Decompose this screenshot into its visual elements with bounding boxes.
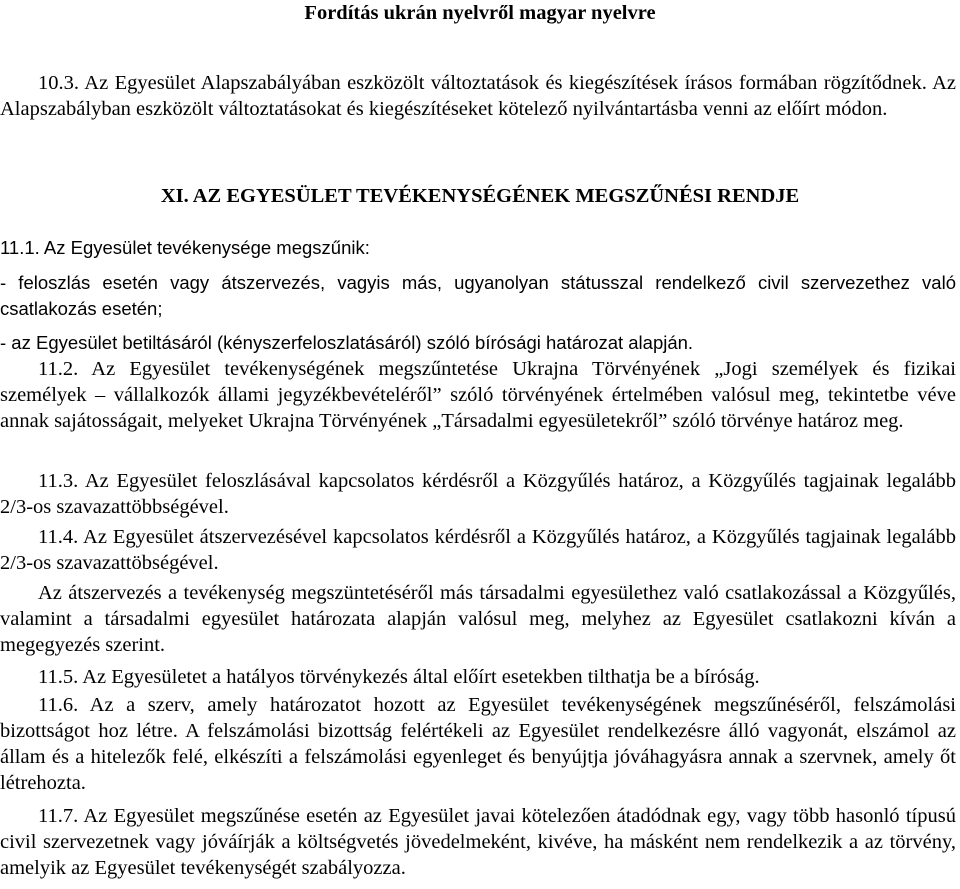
list-item [0, 330, 956, 356]
list-item-text: - feloszlás esetén vagy átszervezés, vagyis más, ugyanolyan státusszal rendelkező civil szervezethez való csatlakozás esetén; [0, 272, 956, 319]
paragraph-11-5 [0, 664, 956, 690]
paragraph-text: Az Egyesület Alapszabályában eszközölt változtatások és kiegészítések írásos formában rögzítődnek. Az Alapszabályban eszközölt változtatásokat és kiegészítéseket kötelező nyilvántartásba venni az előírt módon. [0, 72, 956, 120]
page-header [0, 0, 960, 26]
chapter-title [0, 183, 960, 209]
section-number: 11.5. [38, 666, 79, 688]
paragraph-11-2 [0, 356, 956, 434]
paragraph-11-3 [0, 468, 956, 520]
list-item-text: - az Egyesület betiltásáról (kényszerfeloszlatásáról) szóló bírósági határozat alapján. [0, 332, 694, 353]
section-number: 11.6. [38, 694, 79, 716]
paragraph-text: Az Egyesület tevékenységének megszűntetése Ukrajna Törvényének „Jogi személyek és fizikai személyek – vállalkozók állami jegyzékbevételéről” szóló törvényének értelmében valósul meg, tekintetbe véve annak sajátosságait, melyeket Ukrajna Törvényének „Társadalmi egyesületekről” szóló törvénye határoz meg. [0, 358, 956, 432]
section-number: 10.3. [38, 72, 79, 94]
chapter-title-text: XI. AZ EGYESÜLET TEVÉKENYSÉGÉNEK MEGSZŰNÉSI RENDJE [160, 185, 800, 207]
paragraph-11-7 [0, 803, 956, 881]
paragraph-10-3 [0, 70, 956, 122]
section-number: 11.2. [38, 358, 79, 380]
paragraph-text: Az átszervezés a tevékenység megszüntetéséről más társadalmi egyesülethez való csatlakozással a Közgyűlés, valamint a társadalmi egyesület határozata alapján valósul meg, melyhez az Egyesület csatlakozni kíván a megegyezés szerint. [0, 582, 956, 656]
list-item [0, 270, 956, 322]
paragraph-text: Az a szerv, amely határozatot hozott az Egyesület tevékenységének megszűnéséről, felszámolási bizottságot hoz létre. A felszámolási bizottság felértékeli az Egyesület rendelkezésre álló vagyonát, elszámol az állam és a hitelezők felé, elkészíti a felszámolási egyenleget és benyújtja jóváhagyásra annak a szervnek, amely őt létrehozta. [0, 694, 956, 794]
paragraph-11-1 [0, 235, 956, 261]
paragraph-11-4-continued [0, 580, 956, 658]
header-title: Fordítás ukrán nyelvről magyar nyelvre [304, 2, 656, 24]
paragraph-11-6 [0, 692, 956, 796]
paragraph-11-4 [0, 524, 956, 576]
paragraph-text: Az Egyesület megszűnése esetén az Egyesület javai kötelezően átadódnak egy, vagy több hasonló típusú civil szervezetnek vagy jóváírják a költségvetés jövedelmeként, kivéve, ha másként nem rendelkezik a az törvény, amelyik az Egyesület tevékenységét szabályozza. [0, 805, 956, 879]
section-number: 11.4. [38, 526, 79, 548]
paragraph-text: 11.1. Az Egyesület tevékenysége megszűnik: [0, 237, 370, 258]
section-number: 11.3. [38, 470, 79, 492]
paragraph-text: Az Egyesület feloszlásával kapcsolatos kérdésről a Közgyűlés határoz, a Közgyűlés tagjainak legalább 2/3-os szavazattöbbségével. [0, 470, 956, 518]
paragraph-text: Az Egyesület átszervezésével kapcsolatos kérdésről a Közgyűlés határoz, a Közgyűlés tagjainak legalább 2/3-os szavazattöbségével. [0, 526, 956, 574]
section-number: 11.7. [38, 805, 79, 827]
paragraph-text: Az Egyesületet a hatályos törvénykezés által előírt esetekben tilthatja be a bíróság. [78, 666, 760, 688]
